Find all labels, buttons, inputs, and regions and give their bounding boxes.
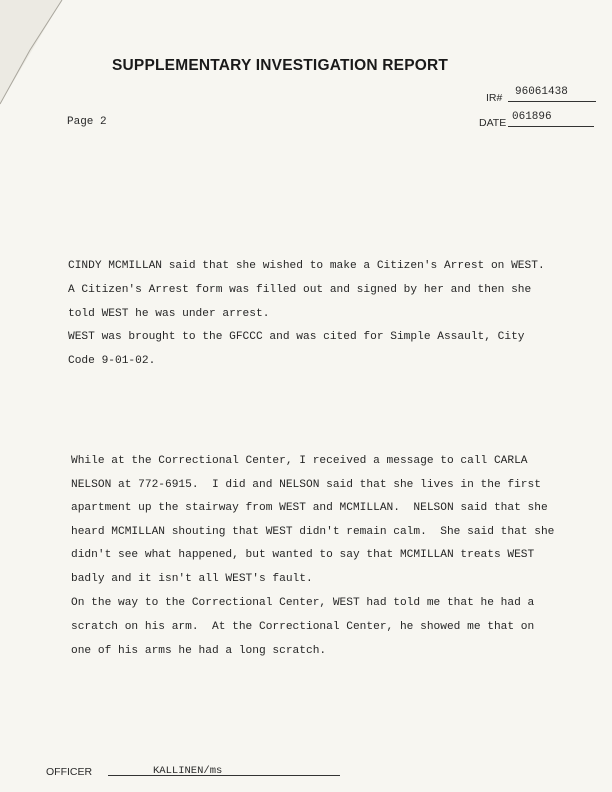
officer-value: KALLINEN/ms [153,765,223,777]
date-underline [508,126,594,127]
ir-number: 96061438 [515,86,568,98]
text-line: didn't see what happened, but wanted to say that MCMILLAN treats WEST [71,549,535,561]
page-number: Page 2 [67,116,107,128]
text-line: one of his arms he had a long scratch. [71,645,327,657]
text-line: On the way to the Correctional Center, WEST had told me that he had a [71,597,535,609]
date-label: DATE [479,117,507,129]
ir-label: IR# [486,92,503,104]
text-line: WEST was brought to the GFCCC and was cited for Simple Assault, City [68,331,525,343]
text-line: NELSON at 772-6915. I did and NELSON said that she lives in the first [71,479,541,491]
text-line: A Citizen's Arrest form was filled out and signed by her and then she [68,284,532,296]
officer-underline [108,775,340,776]
text-line: Code 9-01-02. [68,355,156,367]
date-value: 061896 [512,111,552,123]
officer-label: OFFICER [46,766,93,778]
text-line: scratch on his arm. At the Correctional Center, he showed me that on [71,621,535,633]
folded-corner [0,0,70,110]
report-title: SUPPLEMENTARY INVESTIGATION REPORT [112,57,449,74]
ir-underline [508,101,596,102]
text-line: CINDY MCMILLAN said that she wished to make a Citizen's Arrest on WEST. [68,260,545,272]
text-line: While at the Correctional Center, I received a message to call CARLA [71,455,528,467]
text-line: apartment up the stairway from WEST and MCMILLAN. NELSON said that she [71,502,548,514]
text-line: heard MCMILLAN shouting that WEST didn't remain calm. She said that she [71,526,555,538]
text-line: told WEST he was under arrest. [68,308,270,320]
text-line: badly and it isn't all WEST's fault. [71,573,313,585]
